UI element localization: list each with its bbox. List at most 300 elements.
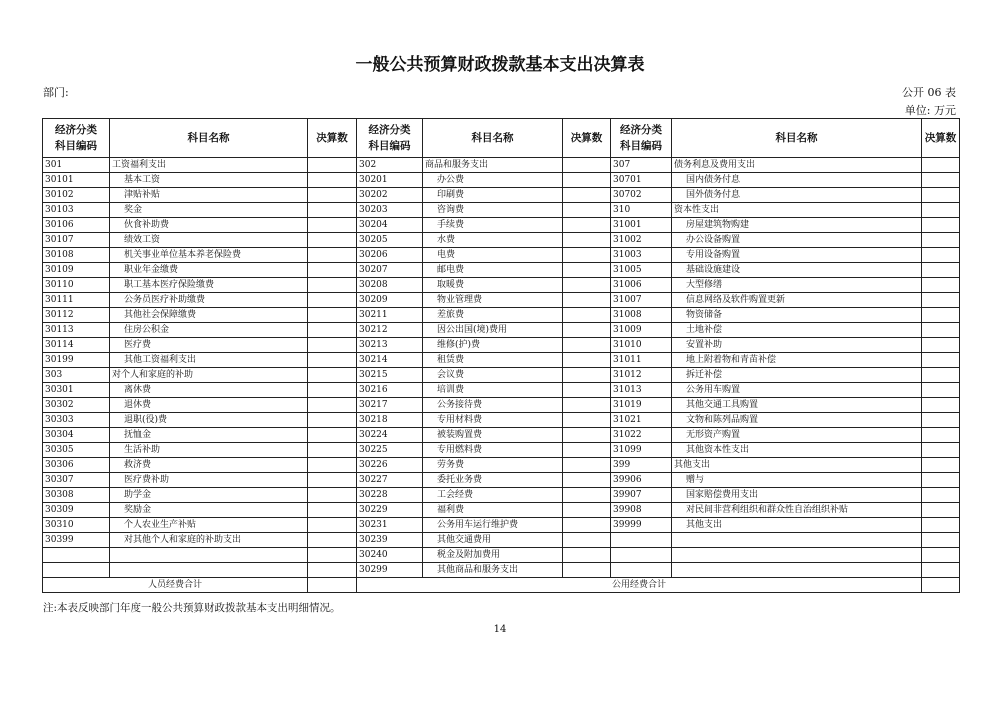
subject-name [672,548,922,563]
subject-code: 30201 [357,173,423,188]
subject-name: 奖励金 [110,503,308,518]
table-row [43,443,960,458]
header-name: 科目名称 [110,119,308,158]
amount-cell [563,308,611,323]
subject-name: 咨询费 [423,203,563,218]
subject-code: 39907 [611,488,672,503]
subject-code: 303 [43,368,110,383]
header-amount: 决算数 [563,119,611,158]
subject-code: 39906 [611,473,672,488]
subject-name: 租赁费 [423,353,563,368]
amount-cell [308,173,357,188]
subject-code: 31001 [611,218,672,233]
subject-name: 大型修缮 [672,278,922,293]
amount-cell [308,203,357,218]
subject-code: 30226 [357,458,423,473]
amount-cell [308,308,357,323]
subject-code [611,533,672,548]
subject-code: 30229 [357,503,423,518]
subject-name: 退职(役)费 [110,413,308,428]
amount-cell [308,248,357,263]
amount-cell [308,533,357,548]
amount-cell [922,338,960,353]
subject-code: 30299 [357,563,423,578]
subject-code: 39999 [611,518,672,533]
subject-code: 30240 [357,548,423,563]
subject-name: 邮电费 [423,263,563,278]
subject-code: 30215 [357,368,423,383]
amount-cell [922,443,960,458]
subject-code: 310 [611,203,672,218]
subject-name: 机关事业单位基本养老保险费 [110,248,308,263]
page-title: 一般公共预算财政拨款基本支出决算表 [355,55,645,75]
subject-code: 30206 [357,248,423,263]
table-row [43,428,960,443]
page-number: 14 [493,624,507,635]
table-row [43,398,960,413]
amount-cell [563,398,611,413]
subject-code [43,548,110,563]
subject-code: 30108 [43,248,110,263]
subject-name: 商品和服务支出 [423,158,563,173]
subject-code: 30107 [43,233,110,248]
table-row [43,413,960,428]
table-row [43,323,960,338]
subject-name: 差旅费 [423,308,563,323]
subject-code: 30303 [43,413,110,428]
subject-name: 债务利息及费用支出 [672,158,922,173]
subject-name: 劳务费 [423,458,563,473]
subject-name: 房屋建筑物购建 [672,218,922,233]
subject-code: 30213 [357,338,423,353]
amount-cell [308,323,357,338]
subject-name: 助学金 [110,488,308,503]
subject-name: 信息网络及软件购置更新 [672,293,922,308]
amount-cell [922,458,960,473]
table-row [43,488,960,503]
subject-name: 住房公积金 [110,323,308,338]
subject-code: 31002 [611,233,672,248]
subject-code: 31021 [611,413,672,428]
amount-cell [308,263,357,278]
amount-cell [922,263,960,278]
expenditure-table [42,118,960,593]
subject-name: 抚恤金 [110,428,308,443]
amount-cell [922,278,960,293]
subject-code: 31008 [611,308,672,323]
subject-code: 30212 [357,323,423,338]
subject-code: 31009 [611,323,672,338]
subject-code: 31007 [611,293,672,308]
subject-name: 奖金 [110,203,308,218]
subject-code: 30208 [357,278,423,293]
amount-cell [308,293,357,308]
subject-code: 302 [357,158,423,173]
amount-cell [308,338,357,353]
table-row [43,473,960,488]
subject-name: 文物和陈列品购置 [672,413,922,428]
amount-cell [563,533,611,548]
amount-cell [563,473,611,488]
amount-cell [308,188,357,203]
amount-cell [922,548,960,563]
amount-cell [308,218,357,233]
subject-code: 30114 [43,338,110,353]
subject-code: 30309 [43,503,110,518]
subject-name: 税金及附加费用 [423,548,563,563]
amount-cell [308,413,357,428]
subject-code: 399 [611,458,672,473]
subject-code: 30103 [43,203,110,218]
amount-cell [922,293,960,308]
subject-name: 安置补助 [672,338,922,353]
subject-name: 土地补偿 [672,323,922,338]
subject-code: 30227 [357,473,423,488]
subject-name: 委托业务费 [423,473,563,488]
amount-cell [563,233,611,248]
amount-cell [922,473,960,488]
subject-code: 30305 [43,443,110,458]
table-row [43,353,960,368]
subject-name: 福利费 [423,503,563,518]
subject-name: 取暖费 [423,278,563,293]
subject-name [110,548,308,563]
subject-code: 31005 [611,263,672,278]
amount-cell [922,428,960,443]
amount-cell [922,518,960,533]
subject-code: 30203 [357,203,423,218]
amount-cell [308,458,357,473]
amount-cell [922,533,960,548]
subject-name: 印刷费 [423,188,563,203]
amount-cell [922,173,960,188]
subject-name: 其他社会保障缴费 [110,308,308,323]
subject-name: 因公出国(境)费用 [423,323,563,338]
amount-cell [308,443,357,458]
subject-code: 31006 [611,278,672,293]
subject-name: 退休费 [110,398,308,413]
header-code: 经济分类 科目编码 [611,119,672,158]
subject-name: 其他资本性支出 [672,443,922,458]
table-row [43,308,960,323]
table-row [43,368,960,383]
subject-code: 301 [43,158,110,173]
table-row [43,263,960,278]
subject-code: 30110 [43,278,110,293]
amount-cell [922,203,960,218]
subject-name: 对其他个人和家庭的补助支出 [110,533,308,548]
subject-name: 资本性支出 [672,203,922,218]
subject-code: 31012 [611,368,672,383]
amount-cell [563,263,611,278]
department-label: 部门: [43,86,69,99]
subject-name: 会议费 [423,368,563,383]
subject-code: 30702 [611,188,672,203]
subject-name: 基础设施建设 [672,263,922,278]
subject-name: 国家赔偿费用支出 [672,488,922,503]
subject-name [672,563,922,578]
subject-code: 30214 [357,353,423,368]
subject-name: 生活补助 [110,443,308,458]
table-row [43,293,960,308]
subject-name: 拆迁补偿 [672,368,922,383]
subject-code: 30301 [43,383,110,398]
subject-name: 国内债务付息 [672,173,922,188]
header-amount: 决算数 [922,119,960,158]
subject-name: 基本工资 [110,173,308,188]
subject-code: 30228 [357,488,423,503]
table-row [43,158,960,173]
amount-cell [922,323,960,338]
table-row [43,518,960,533]
subject-name: 物业管理费 [423,293,563,308]
amount-cell [922,218,960,233]
subject-code: 30224 [357,428,423,443]
subject-code: 307 [611,158,672,173]
subject-code: 39908 [611,503,672,518]
subject-name: 绩效工资 [110,233,308,248]
personnel-total-value [308,578,357,593]
amount-cell [308,503,357,518]
table-row [43,188,960,203]
subject-name: 其他交通工具购置 [672,398,922,413]
subject-name: 其他支出 [672,458,922,473]
subject-code: 31003 [611,248,672,263]
amount-cell [922,353,960,368]
subject-name: 公务员医疗补助缴费 [110,293,308,308]
subject-name: 对个人和家庭的补助 [110,368,308,383]
amount-cell [563,503,611,518]
subject-code: 30399 [43,533,110,548]
table-number: 公开 06 表 [902,86,956,99]
unit-label: 单位: 万元 [904,104,956,117]
public-total-value [922,578,960,593]
subject-name: 个人农业生产补贴 [110,518,308,533]
amount-cell [563,323,611,338]
subject-name: 培训费 [423,383,563,398]
subject-code: 30111 [43,293,110,308]
amount-cell [308,398,357,413]
amount-cell [563,293,611,308]
amount-cell [563,218,611,233]
subject-code: 30216 [357,383,423,398]
subject-code: 30112 [43,308,110,323]
subject-name: 专用材料费 [423,413,563,428]
subject-code [43,563,110,578]
table-row [43,458,960,473]
subject-code: 30211 [357,308,423,323]
subject-code: 30113 [43,323,110,338]
subject-name: 国外债务付息 [672,188,922,203]
amount-cell [922,398,960,413]
table-row [43,338,960,353]
amount-cell [563,338,611,353]
amount-cell [308,473,357,488]
amount-cell [308,278,357,293]
subject-name: 手续费 [423,218,563,233]
subject-name: 其他商品和服务支出 [423,563,563,578]
amount-cell [922,413,960,428]
subject-code: 30307 [43,473,110,488]
public-total-label: 公用经费合计 [357,578,922,593]
amount-cell [308,488,357,503]
subject-code: 30310 [43,518,110,533]
table-row [43,563,960,578]
subject-code: 30207 [357,263,423,278]
subject-name: 公务用车运行维护费 [423,518,563,533]
table-row [43,173,960,188]
amount-cell [563,563,611,578]
amount-cell [922,563,960,578]
subject-name: 对民间非营利组织和群众性自治组织补贴 [672,503,922,518]
amount-cell [563,278,611,293]
amount-cell [922,383,960,398]
subject-code: 30225 [357,443,423,458]
amount-cell [308,548,357,563]
amount-cell [563,248,611,263]
header-code: 经济分类 科目编码 [357,119,423,158]
amount-cell [308,353,357,368]
subject-code: 30306 [43,458,110,473]
subject-name: 离休费 [110,383,308,398]
amount-cell [922,488,960,503]
subject-name: 救济费 [110,458,308,473]
subject-name: 伙食补助费 [110,218,308,233]
amount-cell [563,383,611,398]
subject-name: 专用燃料费 [423,443,563,458]
subject-code: 31099 [611,443,672,458]
table-row [43,503,960,518]
subject-code: 30199 [43,353,110,368]
personnel-total-label: 人员经费合计 [43,578,308,593]
subject-code: 30302 [43,398,110,413]
amount-cell [563,158,611,173]
subject-code [611,563,672,578]
amount-cell [308,563,357,578]
subject-code: 30205 [357,233,423,248]
subject-name: 维修(护)费 [423,338,563,353]
subject-code: 31011 [611,353,672,368]
subject-name [672,533,922,548]
subject-name: 物资储备 [672,308,922,323]
table-row [43,203,960,218]
subject-name: 职工基本医疗保险缴费 [110,278,308,293]
subject-code: 30218 [357,413,423,428]
subject-name: 公务接待费 [423,398,563,413]
table-row [43,233,960,248]
amount-cell [563,488,611,503]
amount-cell [563,203,611,218]
subject-code: 31022 [611,428,672,443]
amount-cell [308,518,357,533]
subject-name: 地上附着物和青苗补偿 [672,353,922,368]
subject-code: 30109 [43,263,110,278]
footnote: 注:本表反映部门年度一般公共预算财政拨款基本支出明细情况。 [43,602,341,614]
header-amount: 决算数 [308,119,357,158]
header-name: 科目名称 [672,119,922,158]
header-row [43,119,960,158]
subject-code: 31019 [611,398,672,413]
amount-cell [563,518,611,533]
subject-name: 无形资产购置 [672,428,922,443]
subject-name: 水费 [423,233,563,248]
subject-name: 医疗费补助 [110,473,308,488]
table-row [43,548,960,563]
amount-cell [308,383,357,398]
amount-cell [308,368,357,383]
amount-cell [922,233,960,248]
subject-name: 专用设备购置 [672,248,922,263]
subject-name: 工资福利支出 [110,158,308,173]
amount-cell [563,173,611,188]
subject-name: 工会经费 [423,488,563,503]
amount-cell [922,308,960,323]
amount-cell [922,503,960,518]
amount-cell [563,458,611,473]
amount-cell [922,188,960,203]
totals-row [43,578,960,593]
amount-cell [563,413,611,428]
table-row [43,248,960,263]
subject-code: 30701 [611,173,672,188]
amount-cell [563,548,611,563]
subject-name: 公务用车购置 [672,383,922,398]
amount-cell [308,428,357,443]
subject-code: 30106 [43,218,110,233]
subject-name: 其他支出 [672,518,922,533]
table-row [43,218,960,233]
subject-name: 其他交通费用 [423,533,563,548]
subject-code: 30101 [43,173,110,188]
subject-code: 30204 [357,218,423,233]
subject-code: 30102 [43,188,110,203]
header-code: 经济分类 科目编码 [43,119,110,158]
subject-code [611,548,672,563]
table-row [43,383,960,398]
amount-cell [922,158,960,173]
subject-name [110,563,308,578]
amount-cell [922,368,960,383]
subject-name: 其他工资福利支出 [110,353,308,368]
subject-code: 30308 [43,488,110,503]
amount-cell [563,188,611,203]
subject-code: 30209 [357,293,423,308]
amount-cell [308,158,357,173]
subject-code: 30202 [357,188,423,203]
header-name: 科目名称 [423,119,563,158]
subject-code: 30239 [357,533,423,548]
subject-name: 津贴补贴 [110,188,308,203]
subject-code: 30231 [357,518,423,533]
table-row [43,278,960,293]
subject-name: 办公费 [423,173,563,188]
subject-name: 医疗费 [110,338,308,353]
subject-code: 30217 [357,398,423,413]
subject-name: 职业年金缴费 [110,263,308,278]
table-row [43,533,960,548]
amount-cell [922,248,960,263]
subject-name: 被装购置费 [423,428,563,443]
amount-cell [308,233,357,248]
subject-code: 31010 [611,338,672,353]
subject-code: 31013 [611,383,672,398]
subject-name: 赠与 [672,473,922,488]
amount-cell [563,368,611,383]
subject-name: 办公设备购置 [672,233,922,248]
amount-cell [563,443,611,458]
subject-name: 电费 [423,248,563,263]
amount-cell [563,428,611,443]
